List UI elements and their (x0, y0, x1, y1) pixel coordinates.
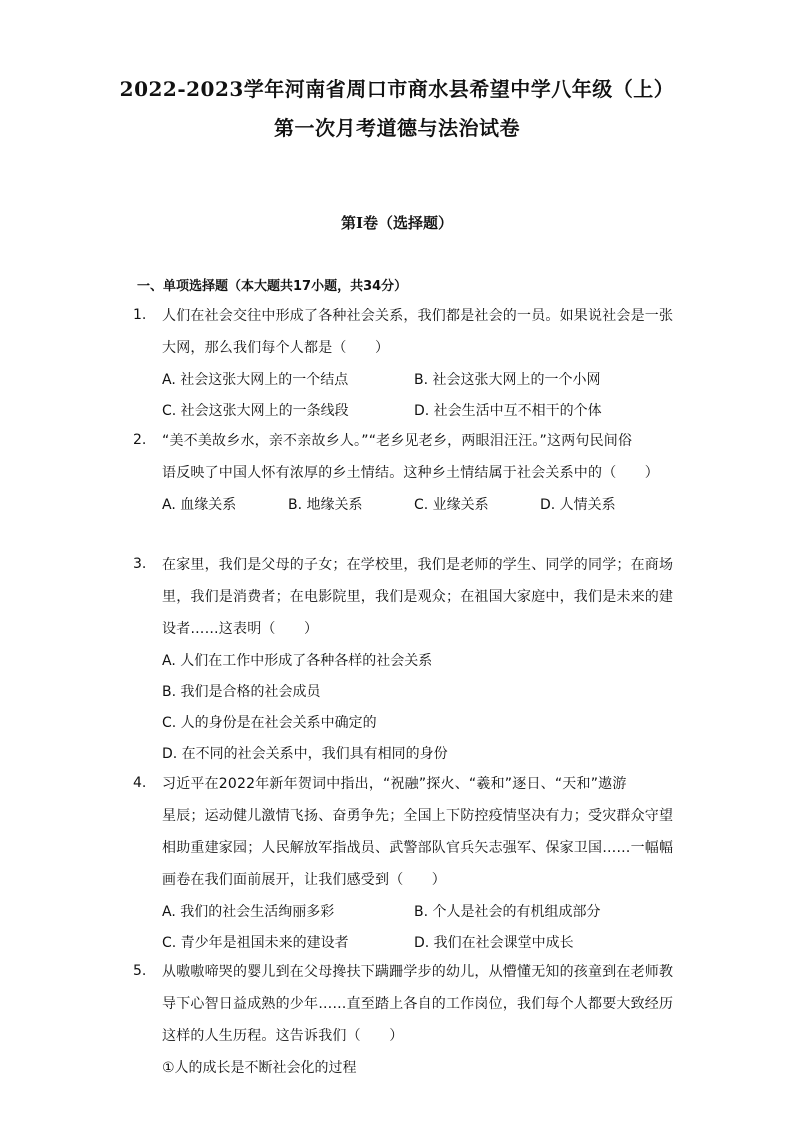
section-header: 一、单项选择题（本大题共17小题，共34分） (137, 279, 408, 294)
question-text: 习近平在2022年新年贺词中指出，“祝融”探火、“羲和”逐日、“天和”遨游 (162, 776, 627, 792)
question-text: 相助重建家园；人民解放军指战员、武警部队官兵矢志强军、保家卫国……一幅幅 (162, 840, 674, 856)
option-b: B. 个人是社会的有机组成部分 (414, 904, 601, 920)
question-text: 这样的人生历程。这告诉我们（ ） (162, 1028, 404, 1044)
exam-title-line1: 2022-2023学年河南省周口市商水县希望中学八年级（上） (119, 77, 675, 101)
question-number: 1. (133, 307, 147, 323)
volume-heading: 第I卷（选择题） (340, 214, 454, 232)
option-b: B. 地缘关系 (288, 497, 363, 513)
option-a: A. 社会这张大网上的一个结点 (162, 372, 349, 388)
question-text: 人们在社会交往中形成了各种社会关系，我们都是社会的一员。如果说社会是一张 (162, 308, 674, 324)
question-text: 里，我们是消费者；在电影院里，我们是观众；在祖国大家庭中，我们是未来的建 (162, 589, 674, 605)
option-d: D. 人情关系 (540, 497, 616, 513)
option-c: C. 业缘关系 (414, 497, 489, 513)
option-a: A. 人们在工作中形成了各种各样的社会关系 (162, 653, 433, 669)
question-text: 设者……这表明（ ） (162, 621, 319, 637)
question-text: 导下心智日益成熟的少年……直至踏上各自的工作岗位，我们每个人都要大致经历 (162, 996, 674, 1012)
option-b: B. 我们是合格的社会成员 (162, 684, 321, 700)
question-text: 语反映了中国人怀有浓厚的乡土情结。这种乡土情结属于社会关系中的（ ） (162, 465, 659, 481)
exam-title-line2: 第一次月考道德与法治试卷 (274, 116, 520, 140)
option-d: D. 社会生活中互不相干的个体 (414, 403, 602, 419)
option-d: D. 我们在社会课堂中成长 (414, 935, 574, 951)
question-number: 4. (133, 775, 147, 791)
question-number: 2. (133, 432, 147, 448)
option-b: B. 社会这张大网上的一个小网 (414, 372, 601, 388)
question-text: 画卷在我们面前展开，让我们感受到（ ） (162, 872, 446, 888)
option-c: C. 人的身份是在社会关系中确定的 (162, 715, 377, 731)
question-text: 在家里，我们是父母的子女；在学校里，我们是老师的学生、同学的同学；在商场 (162, 557, 674, 573)
option-c: C. 社会这张大网上的一条线段 (162, 403, 349, 419)
option-a: A. 我们的社会生活绚丽多彩 (162, 904, 335, 920)
option-a: A. 血缘关系 (162, 497, 237, 513)
question-number: 3. (133, 556, 147, 572)
option-c: C. 青少年是祖国未来的建设者 (162, 935, 349, 951)
question-text: “美不美故乡水，亲不亲故乡人。”“老乡见老乡，两眼泪汪汪。”这两句民间俗 (162, 433, 633, 449)
statement-item: ①人的成长是不断社会化的过程 (162, 1060, 357, 1076)
question-text: 大网，那么我们每个人都是（ ） (162, 340, 390, 356)
question-text: 星辰；运动健儿激情飞扬、奋勇争先；全国上下防控疫情坚决有力；受灾群众守望 (162, 808, 674, 824)
question-number: 5. (133, 963, 147, 979)
question-text: 从嗷嗷啼哭的婴儿到在父母搀扶下蹒跚学步的幼儿，从懵懂无知的孩童到在老师教 (162, 964, 674, 980)
option-d: D. 在不同的社会关系中，我们具有相同的身份 (162, 746, 448, 762)
